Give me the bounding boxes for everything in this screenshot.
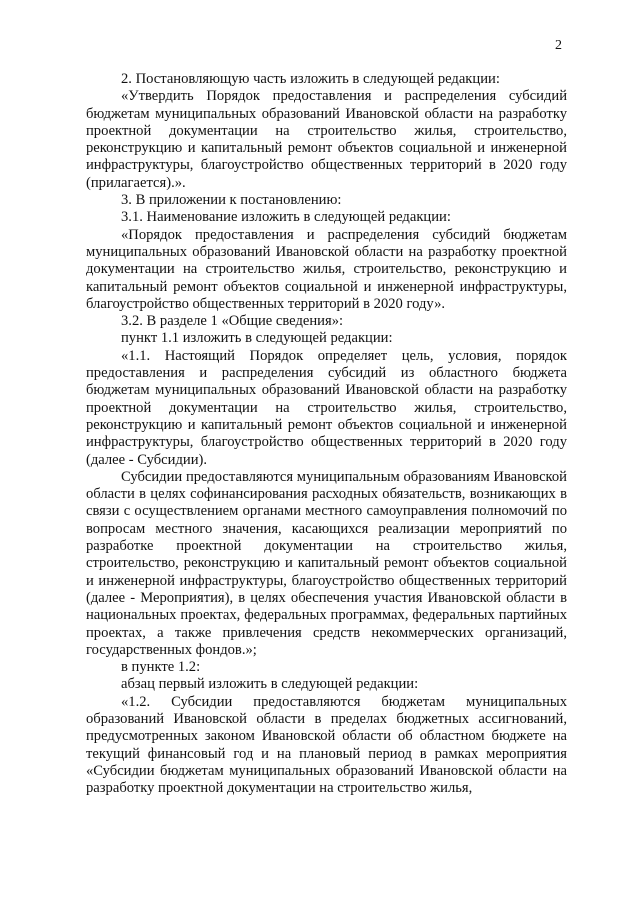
paragraph: 3.1. Наименование изложить в следующей редакции: [121, 209, 451, 226]
document-body [86, 71, 567, 797]
paragraph: Субсидии предоставляются муниципальным образованиям Ивановской области в целях софинансирования расходных обязательств, возникающих в связи с осуществлением органами местного самоуправления полномочий по вопросам местного значения, касающихся реализации мероприятий по разработке проектной документации на строительство жилья, строительство, реконструкцию и капитальный ремонт объектов социальной и инженерной инфраструктуры, благоустройство общественных территорий (далее - Мероприятия), в целях обеспечения участия Ивановской области в национальных проектах, федеральных программах, федеральных партийных проектах, а также привлечения средств некоммерческих организаций, государственных фондов.»; [86, 468, 567, 658]
paragraph: 3.2. В разделе 1 «Общие сведения»: [121, 313, 344, 330]
paragraph: «1.2. Субсидии предоставляются бюджетам муниципальных образований Ивановской области в пределах бюджетных ассигнований, предусмотренных законом Ивановской области об областном бюджете на текущий финансовый год и на плановый период в рамках мероприятия «Субсидии бюджетам муниципальных образований Ивановской области на разработку проектной документации на строительство жилья, [86, 693, 567, 797]
paragraph: «Утвердить Порядок предоставления и распределения субсидий бюджетам муниципальных образований Ивановской области на разработку проектной документации на строительство жилья, строительство, реконструкцию и капитальный ремонт объектов социальной и инженерной инфраструктуры, благоустройство общественных территорий в 2020 году (прилагается).». [86, 88, 567, 191]
paragraph: «Порядок предоставления и распределения субсидий бюджетам муниципальных образований Ивановской области на разработку проектной документации на строительство жилья, строительство, реконструкцию и капитальный ремонт объектов социальной и инженерной инфраструктуры, благоустройство общественных территорий в 2020 году». [86, 226, 567, 312]
paragraph: пункт 1.1 изложить в следующей редакции: [121, 330, 393, 347]
paragraph: «1.1. Настоящий Порядок определяет цель, условия, порядок предоставления и распределения субсидий из областного бюджета бюджетам муниципальных образований Ивановской области на разработку проектной документации на строительство жилья, строительство, реконструкцию и капитальный ремонт объектов социальной и инженерной инфраструктуры, благоустройство общественных территорий в 2020 году (далее - Субсидии). [86, 347, 567, 468]
paragraph: 2. Постановляющую часть изложить в следующей редакции: [121, 71, 500, 87]
paragraph: 3. В приложении к постановлению: [121, 192, 342, 209]
paragraph: в пункте 1.2: [121, 659, 201, 676]
paragraph: абзац первый изложить в следующей редакции: [121, 676, 419, 693]
page-number: 2 [555, 38, 562, 53]
